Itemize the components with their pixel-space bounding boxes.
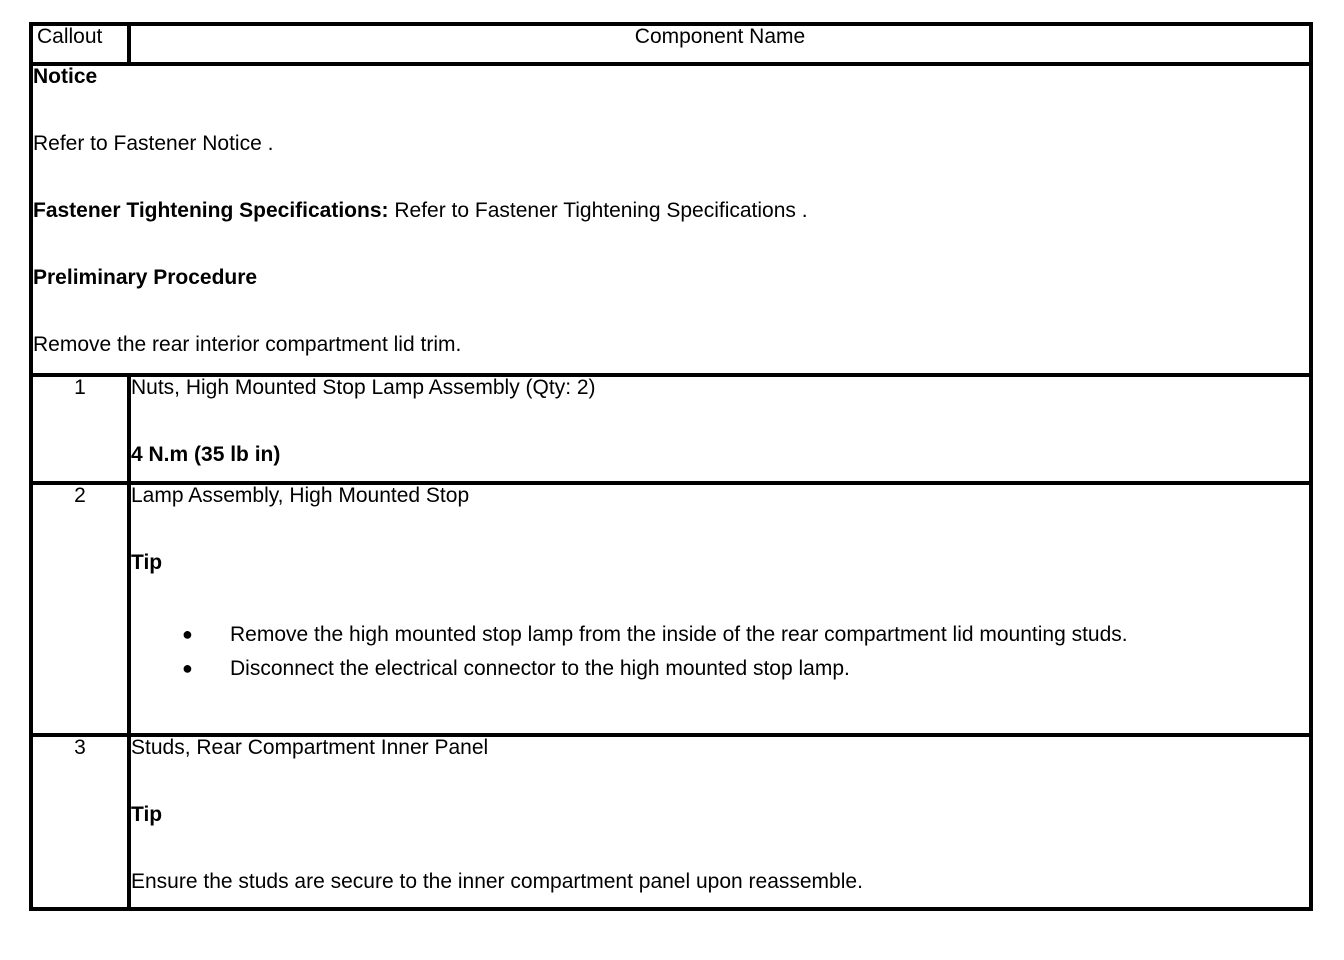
header-callout: Callout xyxy=(31,24,129,64)
bullet-icon: ● xyxy=(182,624,193,644)
tightening-spec-text: Refer to Fastener Tightening Specifications . xyxy=(388,199,808,222)
header-row xyxy=(31,24,1311,64)
fastener-notice-text: Refer to Fastener Notice . xyxy=(33,132,274,155)
table-row xyxy=(31,483,1311,735)
preliminary-procedure-title: Preliminary Procedure xyxy=(33,266,258,289)
component-name: Nuts, High Mounted Stop Lamp Assembly (Qty: 2) xyxy=(131,376,596,399)
tip-text: Disconnect the electrical connector to the high mounted stop lamp. xyxy=(230,657,850,680)
tightening-spec-line xyxy=(33,200,1309,234)
preliminary-procedure-text: Remove the rear interior compartment lid trim. xyxy=(33,333,462,356)
component-name: Lamp Assembly, High Mounted Stop xyxy=(131,484,470,507)
fastener-notice-line xyxy=(33,133,1309,167)
tip-label: Tip xyxy=(131,803,163,826)
header-component-name: Component Name xyxy=(129,24,1311,64)
bullet-icon: ● xyxy=(182,658,193,678)
tip-text: Ensure the studs are secure to the inner compartment panel upon reassemble. xyxy=(131,870,863,893)
table-row xyxy=(31,375,1311,483)
callout-number: 3 xyxy=(31,735,129,909)
notice-row xyxy=(31,64,1311,375)
table-row xyxy=(31,735,1311,909)
component-cell xyxy=(129,735,1311,909)
list-item xyxy=(131,658,1309,692)
tip-label: Tip xyxy=(131,551,163,574)
notice-title: Notice xyxy=(33,65,98,88)
torque-spec: 4 N.m (35 lb in) xyxy=(131,443,281,466)
component-cell xyxy=(129,375,1311,483)
component-cell xyxy=(129,483,1311,735)
list-item xyxy=(131,624,1309,658)
component-name: Studs, Rear Compartment Inner Panel xyxy=(131,736,489,759)
notice-cell xyxy=(31,64,1311,375)
tightening-spec-label: Fastener Tightening Specifications: xyxy=(33,199,389,222)
component-table xyxy=(29,22,1313,911)
tip-list xyxy=(131,624,1309,692)
callout-number: 1 xyxy=(31,375,129,483)
callout-number: 2 xyxy=(31,483,129,735)
tip-text: Remove the high mounted stop lamp from the inside of the rear compartment lid mounting studs. xyxy=(230,623,1128,646)
